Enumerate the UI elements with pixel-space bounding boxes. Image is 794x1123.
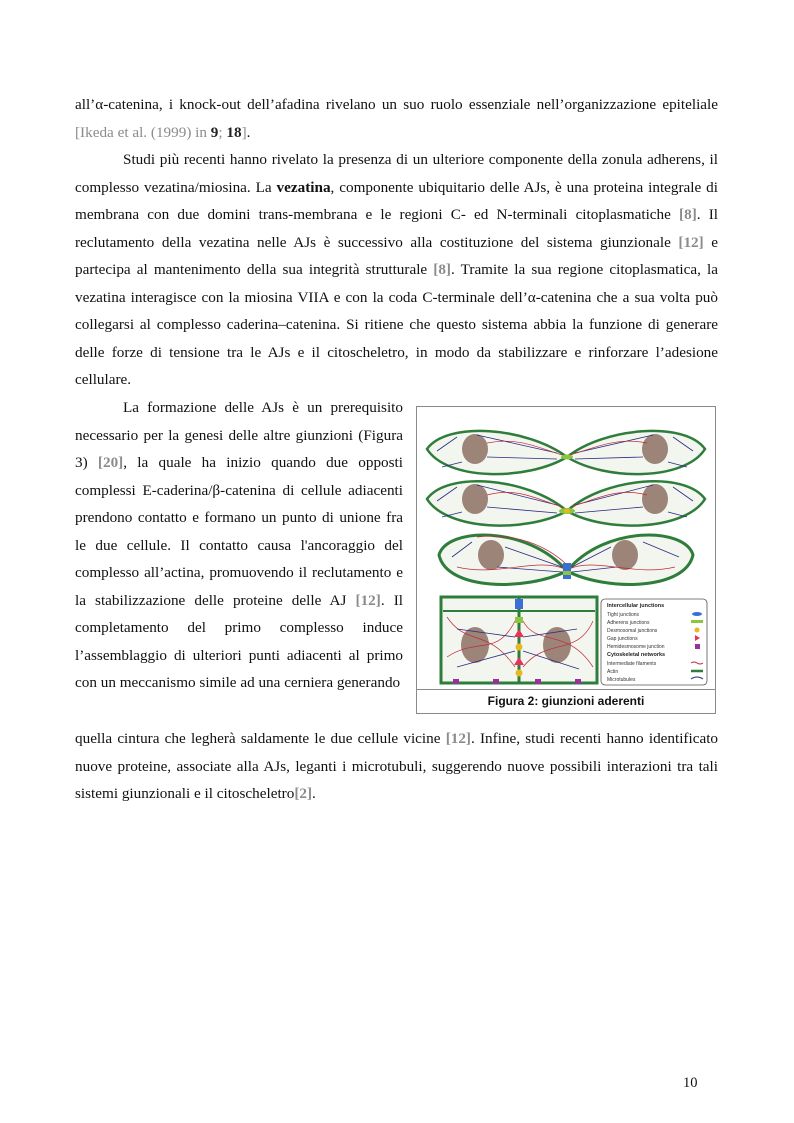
hemidesmosome-swatch: [695, 644, 700, 649]
nucleus-icon: [543, 627, 571, 663]
figure-junctions: [416, 406, 716, 714]
citation-9[interactable]: 9: [210, 123, 219, 141]
page-number: 10: [683, 1075, 698, 1091]
legend-title-junctions: Intercellular junctions: [607, 603, 665, 609]
citation-8[interactable]: [8]: [679, 206, 697, 223]
svg-text:Adherens junctions: Adherens junctions: [607, 620, 650, 626]
tight-junction-swatch: [692, 612, 702, 616]
svg-text:Gap junctions: Gap junctions: [607, 636, 638, 642]
nucleus-icon: [462, 434, 488, 464]
citation-12[interactable]: [12]: [678, 233, 704, 251]
figure-caption: Figura 2: giunzioni aderenti: [417, 689, 715, 713]
paragraph-formazione-cont: quella cintura che legherà saldamente le due cellule vicine [12]. Infine, studi recenti hanno identificato nuove proteine, associate alla AJs, leganti i microtubuli, suggerendo nuove possibili interazioni tra tali sistemi giunzionali e il citoscheletro[2].: [75, 730, 719, 802]
nucleus-icon: [642, 484, 668, 514]
cell-pair-stage-1: [427, 431, 705, 474]
nucleus-icon: [478, 540, 504, 570]
citation-12c[interactable]: [12]: [445, 730, 471, 747]
adherens-junction-swatch: [691, 620, 703, 623]
svg-text:Tight junctions: Tight junctions: [607, 612, 640, 618]
nucleus-icon: [642, 434, 668, 464]
cell-pair-stage-2: [427, 481, 705, 525]
citation-18[interactable]: 18: [226, 123, 242, 141]
figure-legend: [601, 599, 707, 685]
svg-text:Actin: Actin: [607, 669, 619, 675]
citation-ikeda[interactable]: [Ikeda et al. (1999) in: [75, 123, 211, 141]
paragraph-afadina: all’α-catenina, i knock-out dell’afadina rivelano un suo ruolo essenziale nell’organizzazione epiteliale [Ikeda et al. (1999) in 9; 18].: [75, 96, 718, 141]
legend-title-cytoskeleton: Cytoskeletal networks: [607, 652, 666, 658]
term-vezatina: vezatina: [276, 178, 331, 196]
paragraph-vezatina: Studi più recenti hanno rivelato la presenza di un ulteriore componente della zonula adherens, il complesso vezatina/miosina. La vezatina, componente ubiquitario delle AJs, è una proteina integrale di membrana con due domini trans-membrana e le regioni C- ed N-terminali citoplasmatiche [8]. Il reclutamento della vezatina nelle AJs è successivo alla costituzione del sistema giunzionale [12] e partecipa al mantenimento della sua integrità strutturale [8]. Tramite la sua regione citoplasmatica, la vezatina interagisce con la miosina VIIA e con la coda C-terminale dell’α-catenina che a sua volta può collegarsi al complesso caderina–catenina. Si ritiene che questo sistema abbia la funzione di generare delle forze di tensione tra le AJs e il citoscheletro, in modo da stabilizzare e rinforzare l’adesione cellulare.: [75, 151, 719, 388]
svg-text:Microtubules: Microtubules: [607, 677, 636, 683]
paragraph-formazione: La formazione delle AJs è un prerequisito necessario per la genesi delle altre giunzioni (Figura 3) [20], la quale ha inizio quando due opposti complessi E-caderina/β-catenina di cellule adiacenti prendono contatto e formano un punto di unione fra le due cellule. Il contatto causa l'ancoraggio del complesso all’actina, promuovendo il reclutamento e la stabilizzazione delle proteine delle AJ [12]. Il completamento del primo complesso induce l’assemblaggio di ulteriori punti adiacenti al primo con un meccanismo simile ad una cerniera generando: [75, 399, 404, 691]
svg-text:Desmosomal junctions: Desmosomal junctions: [607, 628, 658, 634]
citation-12b[interactable]: [12]: [355, 591, 381, 609]
cell-pair-stage-3: [439, 535, 693, 584]
citation-20[interactable]: [20]: [97, 454, 124, 471]
junctions-illustration: [417, 407, 715, 691]
cell-pair-stage-4: [441, 597, 597, 684]
svg-text:Intermediate filaments: Intermediate filaments: [607, 661, 657, 667]
svg-text:Hemidesmosome junction: Hemidesmosome junction: [607, 644, 665, 650]
citation-8b[interactable]: [8]: [433, 261, 451, 278]
nucleus-icon: [462, 484, 488, 514]
desmosome-swatch: [695, 628, 700, 633]
nucleus-icon: [612, 540, 638, 570]
citation-2[interactable]: [2]: [294, 785, 313, 802]
